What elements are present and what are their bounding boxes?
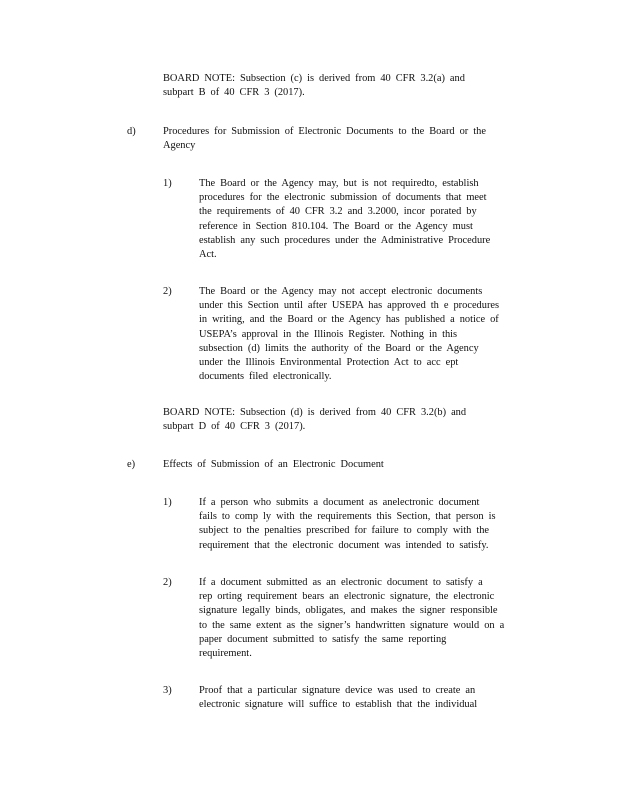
item-e2-line-1: If a document submitted as an electronic document to satisfy a bbox=[199, 577, 483, 588]
item-e1-label: 1) bbox=[163, 497, 172, 508]
item-e1-line-2: fails to comp ly with the requirements this Section, that person is bbox=[199, 511, 496, 523]
item-d1-line-6: Act. bbox=[199, 248, 217, 260]
item-d1-line-4: reference in Section 810.104. The Board or the Agency must bbox=[199, 220, 473, 232]
item-e2-line-3: signature legally binds, obligates, and makes the signer responsible bbox=[199, 605, 498, 617]
item-d2-text bbox=[199, 285, 499, 384]
item-e3-label: 3) bbox=[163, 685, 172, 696]
subsection-d-heading-line-1: Procedures for Submission of Electronic Documents to the Board or the bbox=[163, 126, 486, 137]
board-note-d-line-2: subpart D of 40 CFR 3 (2017). bbox=[163, 421, 306, 433]
item-e1-line-3: subject to the penalties prescribed for failure to comply with the bbox=[199, 525, 490, 537]
item-e2-line-6: requirement. bbox=[199, 647, 252, 659]
board-note-c-line-2: subpart B of 40 CFR 3 (2017). bbox=[163, 87, 305, 99]
board-note-d-line-1: BOARD NOTE: Subsection (d) is derived from 40 CFR 3.2(b) and bbox=[163, 407, 467, 418]
board-note-c-line-1: BOARD NOTE: Subsection (c) is derived from 40 CFR 3.2(a) and bbox=[163, 73, 465, 84]
item-d1-line-5: establish any such procedures under the Administrative Procedure bbox=[199, 234, 491, 246]
item-d2-line-4: USEPA’s approval in the Illinois Register. Nothing in this bbox=[199, 328, 458, 340]
item-d1-line-3: the requirements of 40 CFR 3.2 and 3.2000, incor porated by bbox=[199, 206, 477, 218]
item-d1-label: 1) bbox=[163, 178, 172, 189]
subsection-e-label: e) bbox=[127, 459, 136, 470]
item-e2-line-2: rep orting requirement bears an electronic signature, the electronic bbox=[199, 591, 495, 603]
item-e3-text bbox=[199, 684, 477, 712]
item-d2-line-6: under the Illinois Environmental Protection Act to acc ept bbox=[199, 356, 459, 368]
item-d1-line-1: The Board or the Agency may, but is not requiredto, establish bbox=[199, 178, 479, 189]
subsection-e-heading-line-1: Effects of Submission of an Electronic Document bbox=[163, 459, 384, 470]
item-e2-text bbox=[199, 576, 504, 661]
item-e3-line-2: electronic signature will suffice to establish that the individual bbox=[199, 699, 478, 711]
subsection-d-label: d) bbox=[127, 126, 136, 137]
board-note-d bbox=[163, 406, 466, 434]
subsection-e-heading bbox=[163, 458, 384, 472]
item-d2-line-7: documents filed electronically. bbox=[199, 371, 332, 383]
subsection-d-heading-line-2: Agency bbox=[163, 140, 196, 152]
item-d1-text bbox=[199, 177, 490, 262]
item-d2-line-5: subsection (d) limits the authority of the Board or the Agency bbox=[199, 342, 479, 354]
item-e2-label: 2) bbox=[163, 577, 172, 588]
subsection-d-heading bbox=[163, 125, 486, 153]
board-note-c bbox=[163, 72, 465, 100]
item-e2-line-4: to the same extent as the signer’s handwritten signature would on a bbox=[199, 619, 505, 631]
item-d2-line-3: in writing, and the Board or the Agency has published a notice of bbox=[199, 314, 499, 326]
item-d2-line-2: under this Section until after USEPA has approved th e procedures bbox=[199, 300, 500, 312]
item-e1-line-1: If a person who submits a document as anelectronic document bbox=[199, 497, 480, 508]
item-e2-line-5: paper document submitted to satisfy the same reporting bbox=[199, 633, 447, 645]
item-d2-line-1: The Board or the Agency may not accept electronic documents bbox=[199, 286, 483, 297]
item-e1-line-4: requirement that the electronic document was intended to satisfy. bbox=[199, 539, 489, 551]
item-d2-label: 2) bbox=[163, 286, 172, 297]
item-e3-line-1: Proof that a particular signature device was used to create an bbox=[199, 685, 476, 696]
item-d1-line-2: procedures for the electronic submission of documents that meet bbox=[199, 192, 487, 204]
item-e1-text bbox=[199, 496, 496, 553]
